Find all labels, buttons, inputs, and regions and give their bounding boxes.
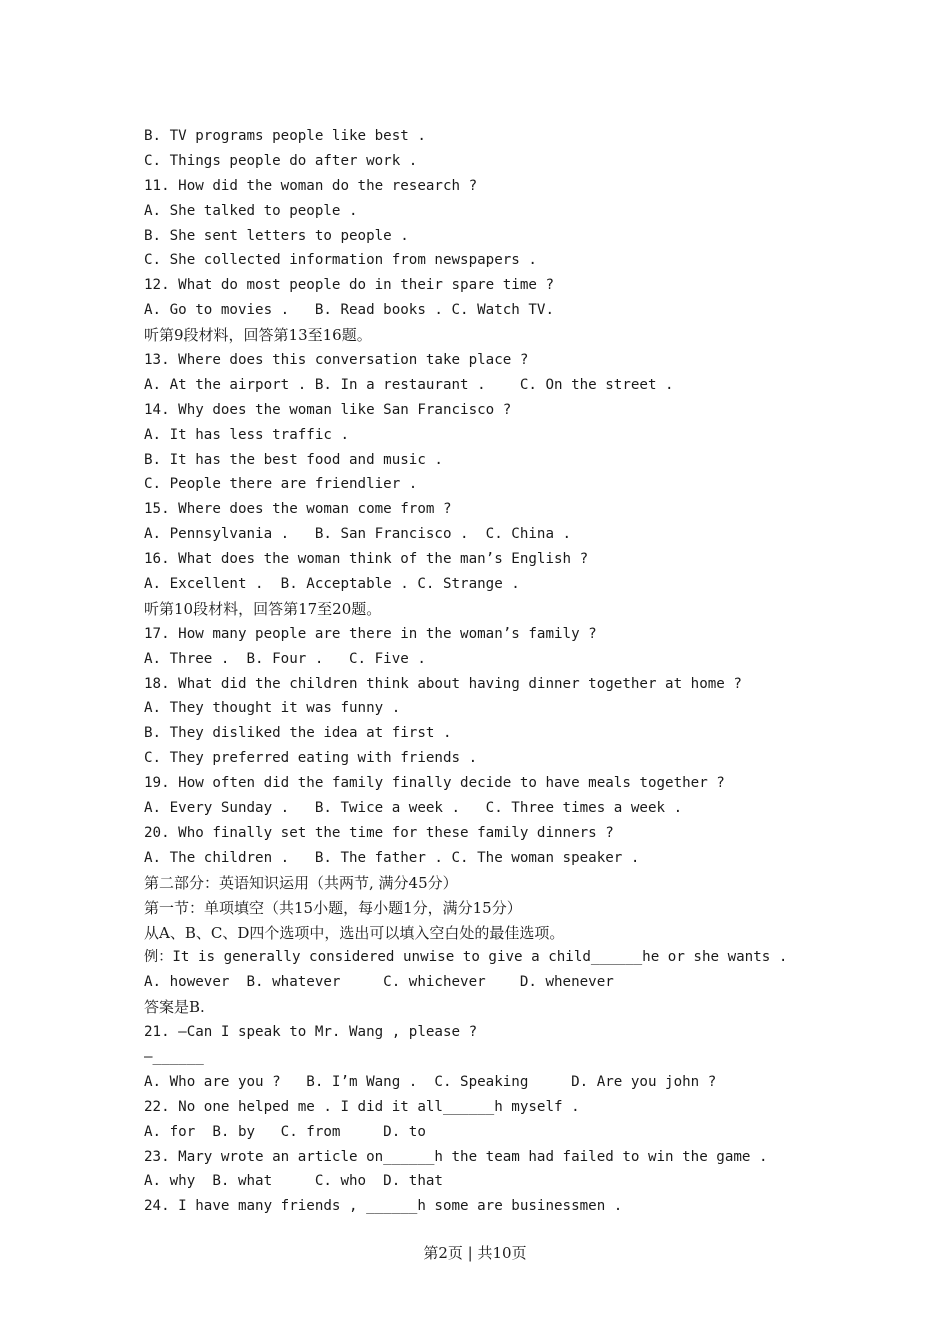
question-line: 13. Where does this conversation take place ? (144, 352, 529, 369)
example-line: 例：It is generally considered unwise to give a child______he or she wants . (144, 949, 788, 966)
question-line: 15. Where does the woman come from ? (144, 501, 452, 518)
option-line: A. It has less traffic . (144, 426, 349, 443)
option-line: A. Who are you ? B. I’m Wang . C. Speaking D. Are you john ? (144, 1073, 717, 1090)
option-line: A. Three . B. Four . C. Five . (144, 650, 426, 667)
question-line: 21. —Can I speak to Mr. Wang , please ? (144, 1024, 478, 1041)
question-line: 12. What do most people do in their spare time ? (144, 277, 554, 294)
option-line: A. for B. by C. from D. to (144, 1123, 426, 1140)
option-line: B. It has the best food and music . (144, 451, 443, 468)
option-line: C. She collected information from newspapers . (144, 252, 537, 269)
section-instruction: 从A、B、C、D四个选项中，选出可以填入空白处的最佳选项。 (144, 923, 565, 942)
question-line: 17. How many people are there in the woman’s family ? (144, 625, 597, 642)
option-line: A. They thought it was funny . (144, 700, 401, 717)
exam-content (144, 124, 844, 1219)
option-line: A. however B. whatever C. whichever D. whenever (144, 974, 614, 991)
section-instruction: 听第9段材料，回答第13至16题。 (144, 326, 372, 345)
question-line: 11. How did the woman do the research ? (144, 177, 478, 194)
option-line: C. People there are friendlier . (144, 476, 418, 493)
option-line: A. why B. what C. who D. that (144, 1173, 443, 1190)
blank-line: —______ (144, 1048, 204, 1065)
option-line: B. They disliked the idea at first . (144, 725, 452, 742)
question-line: 14. Why does the woman like San Francisco ? (144, 401, 512, 418)
option-line: A. At the airport . B. In a restaurant . C. On the street . (144, 376, 674, 393)
question-line: 22. No one helped me . I did it all______h myself . (144, 1098, 580, 1115)
part-heading: 第二部分：英语知识运用（共两节, 满分45分） (144, 873, 458, 892)
answer-line: 答案是B. (144, 998, 205, 1017)
option-line: A. Every Sunday . B. Twice a week . C. Three times a week . (144, 800, 683, 817)
question-line: 23. Mary wrote an article on______h the team had failed to win the game . (144, 1148, 768, 1165)
option-line: A. Pennsylvania . B. San Francisco . C. China . (144, 526, 572, 543)
option-line: A. Excellent . B. Acceptable . C. Strange . (144, 576, 520, 593)
question-line: 24. I have many friends , ______h some are businessmen . (144, 1198, 623, 1215)
option-line: A. Go to movies . B. Read books . C. Watch TV. (144, 302, 554, 319)
question-line: 18. What did the children think about having dinner together at home ? (144, 675, 742, 692)
question-line: 19. How often did the family finally decide to have meals together ? (144, 775, 725, 792)
page-footer: 第2页 | 共10页 (423, 1244, 527, 1262)
option-line: B. She sent letters to people . (144, 227, 409, 244)
text-line: C. Things people do after work . (144, 152, 418, 169)
option-line: A. She talked to people . (144, 202, 358, 219)
option-line: C. They preferred eating with friends . (144, 750, 478, 767)
question-line: 16. What does the woman think of the man’s English ? (144, 551, 589, 568)
section-heading: 第一节：单项填空（共15小题，每小题1分，满分15分） (144, 898, 522, 917)
text-line: B. TV programs people like best . (144, 128, 426, 144)
question-line: 20. Who finally set the time for these family dinners ? (144, 824, 614, 841)
option-line: A. The children . B. The father . C. The woman speaker . (144, 849, 640, 866)
section-instruction: 听第10段材料，回答第17至20题。 (144, 599, 382, 618)
